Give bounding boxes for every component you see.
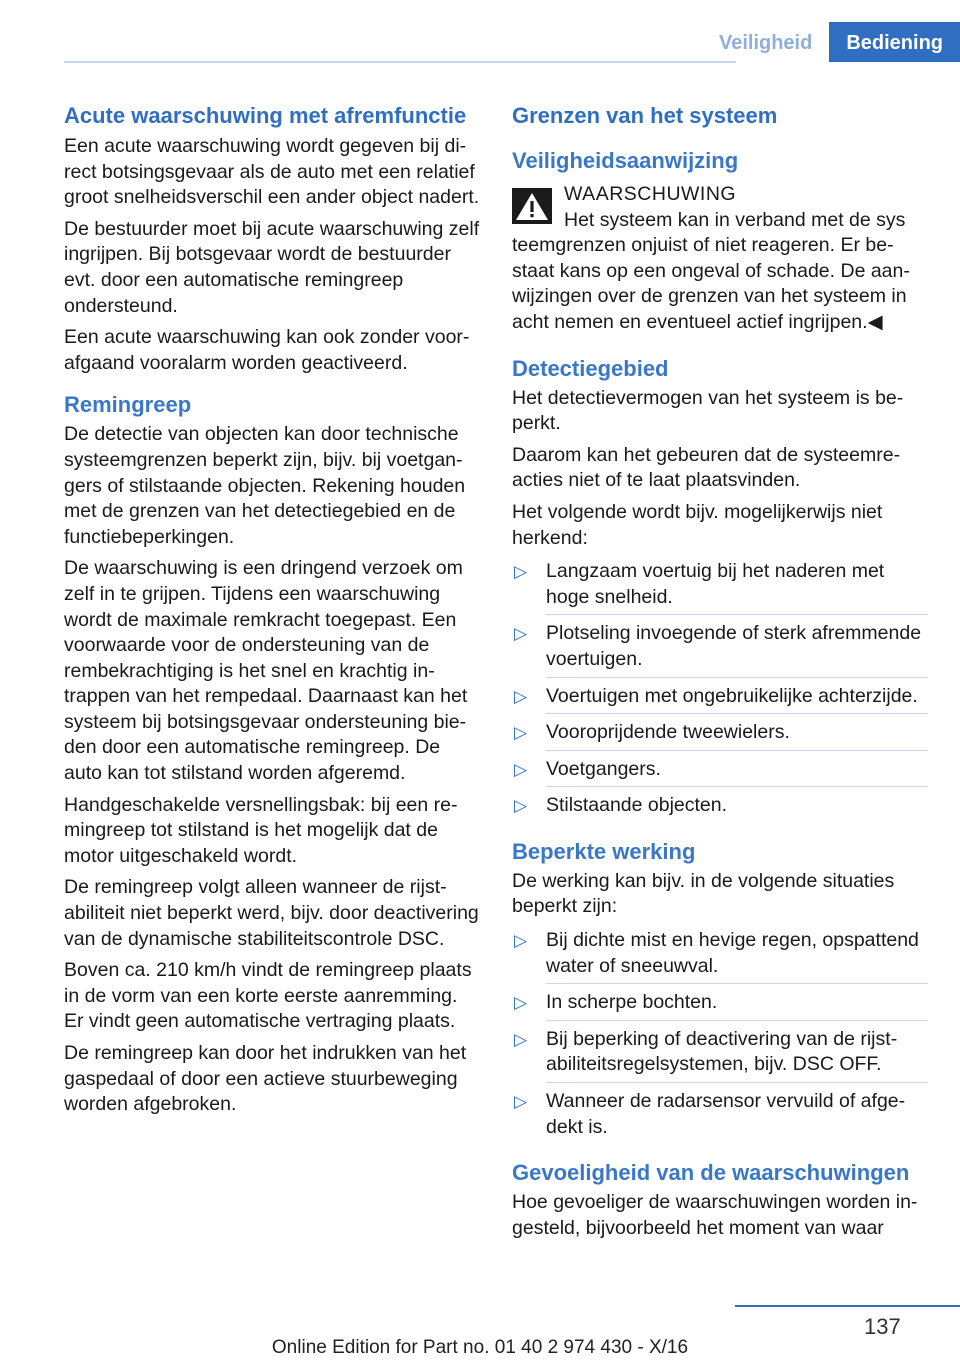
list-item-text: Bij beperking of deactivering van de rijstabiliteitsregelsystemen, bijv. DSC OFF. bbox=[546, 1027, 898, 1076]
list-item-text: Vooroprijdende tweewielers. bbox=[546, 721, 790, 744]
paragraph: Daarom kan het gebeuren dat de systeemreacties niet of te laat plaatsvinden. bbox=[512, 443, 901, 492]
paragraph: Een acute waarschuwing kan ook zonder voorafgaand vooralarm worden geactiveerd. bbox=[64, 326, 470, 374]
warning-text: teemgrenzen onjuist of niet reageren. Er bestaat kans op een ongeval of schade. De aanwijzingen over de grenzen van het systeem in acht nemen en eventueel actief ingrijpen.◀ bbox=[512, 234, 910, 333]
heading-acute-warning: Acute waarschuwing met afremfunctie bbox=[64, 103, 467, 128]
limited-list bbox=[512, 928, 928, 1140]
heading-remingreep: Remingreep bbox=[64, 392, 192, 418]
list-item bbox=[512, 684, 928, 715]
bullet-triangle-icon: ▷ bbox=[514, 1029, 528, 1049]
list-item-text: Plotseling invoegende of sterk afremmende voertuigen. bbox=[546, 622, 922, 670]
list-item bbox=[512, 1027, 928, 1083]
left-column bbox=[64, 100, 482, 1118]
list-item-text: Voetgangers. bbox=[546, 757, 661, 780]
section-tabs bbox=[702, 22, 960, 62]
footer-accent-rule bbox=[735, 1305, 960, 1307]
bullet-triangle-icon: ▷ bbox=[514, 723, 528, 743]
list-item bbox=[512, 621, 928, 677]
bullet-triangle-icon: ▷ bbox=[514, 759, 528, 779]
paragraph: De werking kan bijv. in de volgende situaties beperkt zijn: bbox=[512, 869, 895, 918]
bullet-triangle-icon: ▷ bbox=[514, 624, 528, 644]
paragraph: Hoe gevoeliger de waarschuwingen worden ingesteld, bijvoorbeeld het moment van waar bbox=[512, 1191, 918, 1239]
paragraph: De remingreep volgt alleen wanneer de rijstabiliteit niet beperkt werd, bijv. door deactivering van de dynamische stabiliteitscontrole DSC. bbox=[64, 876, 479, 950]
list-item bbox=[512, 559, 928, 615]
paragraph: Handgeschakelde versnellingsbak: bij een remingreep tot stilstand is het mogelijk dat de motor uitgeschakeld wordt. bbox=[64, 793, 458, 867]
header-rule bbox=[64, 61, 736, 63]
warning-triangle-icon bbox=[512, 188, 552, 224]
bullet-triangle-icon: ▷ bbox=[514, 993, 528, 1013]
right-column bbox=[512, 100, 928, 1241]
bullet-triangle-icon: ▷ bbox=[514, 1092, 528, 1112]
detection-list bbox=[512, 559, 928, 819]
list-item bbox=[512, 1089, 928, 1140]
tab-bediening[interactable]: Bediening bbox=[829, 22, 960, 62]
bullet-triangle-icon: ▷ bbox=[514, 796, 528, 816]
heading-safety-note: Veiligheidsaanwijzing bbox=[512, 148, 739, 173]
warning-title: WAARSCHUWING bbox=[564, 183, 737, 205]
bullet-triangle-icon: ▷ bbox=[514, 686, 528, 706]
list-item-text: Wanneer de radarsensor vervuild of afgedekt is. bbox=[546, 1090, 906, 1138]
page-number: 137 bbox=[864, 1314, 901, 1339]
list-item bbox=[512, 793, 928, 819]
list-item bbox=[512, 928, 928, 984]
list-item bbox=[512, 990, 928, 1021]
heading-detection-area: Detectiegebied bbox=[512, 355, 669, 381]
bullet-triangle-icon: ▷ bbox=[514, 931, 528, 951]
heading-warning-sensitivity: Gevoeligheid van de waarschuwingen bbox=[512, 1160, 910, 1186]
list-item-text: Langzaam voertuig bij het naderen met hoge snelheid. bbox=[546, 560, 885, 608]
warning-box bbox=[512, 182, 928, 336]
paragraph: De bestuurder moet bij acute waarschuwing zelf ingrijpen. Bij botsgevaar wordt de bestuurder evt. door een automatische remingreep ondersteund. bbox=[64, 217, 480, 317]
paragraph: De remingreep kan door het indrukken van het gaspedaal of door een actieve stuurbeweging worden afgebroken. bbox=[64, 1042, 467, 1116]
list-item-text: Bij dichte mist en hevige regen, opspattend water of sneeuwval. bbox=[546, 929, 919, 977]
list-item bbox=[512, 720, 928, 751]
tab-veiligheid[interactable]: Veiligheid bbox=[702, 22, 829, 62]
heading-limited-operation: Beperkte werking bbox=[512, 838, 696, 864]
list-item bbox=[512, 757, 928, 788]
paragraph: Boven ca. 210 km/h vindt de remingreep plaats in de vorm van een korte eerste aanremming. Er vindt geen automatische vertraging plaats. bbox=[64, 959, 472, 1033]
list-item-text: Voertuigen met ongebruikelijke achterzijde. bbox=[546, 684, 918, 707]
bullet-triangle-icon: ▷ bbox=[514, 562, 528, 582]
paragraph: De waarschuwing is een dringend verzoek om zelf in te grijpen. Tijdens een waarschuwing wordt de maximale remkracht toegepast. Een voorwaarde voor de ondersteuning van de rembekrachtiging is het snel en krachtig intrappen van het rempedaal. Daarnaast kan het systeem bij botsingsgevaar ondersteuning bieden door een automatische remingreep. De auto kan tot stilstand worden afgeremd. bbox=[64, 557, 468, 785]
edition-footer: Online Edition for Part no. 01 40 2 974 430 - X/16 bbox=[271, 1337, 689, 1358]
paragraph: Een acute waarschuwing wordt gegeven bij direct botsingsgevaar als de auto met een relatief groot snelheidsverschil een ander object nadert. bbox=[64, 135, 480, 209]
paragraph: Het volgende wordt bijv. mogelijkerwijs niet herkend: bbox=[512, 500, 883, 549]
paragraph: Het detectievermogen van het systeem is beperkt. bbox=[512, 386, 904, 435]
list-item-text: Stilstaande objecten. bbox=[546, 794, 728, 817]
heading-system-limits: Grenzen van het systeem bbox=[512, 103, 778, 128]
warning-first-line: Het systeem kan in verband met de sys bbox=[564, 208, 906, 231]
paragraph: De detectie van objecten kan door technische systeemgrenzen beperkt zijn, bijv. bij voetgangers of stilstaande objecten. Rekening houden met de grenzen van het detectiegebied en de functiebeperkingen. bbox=[64, 423, 466, 548]
list-item-text: In scherpe bochten. bbox=[546, 991, 718, 1014]
